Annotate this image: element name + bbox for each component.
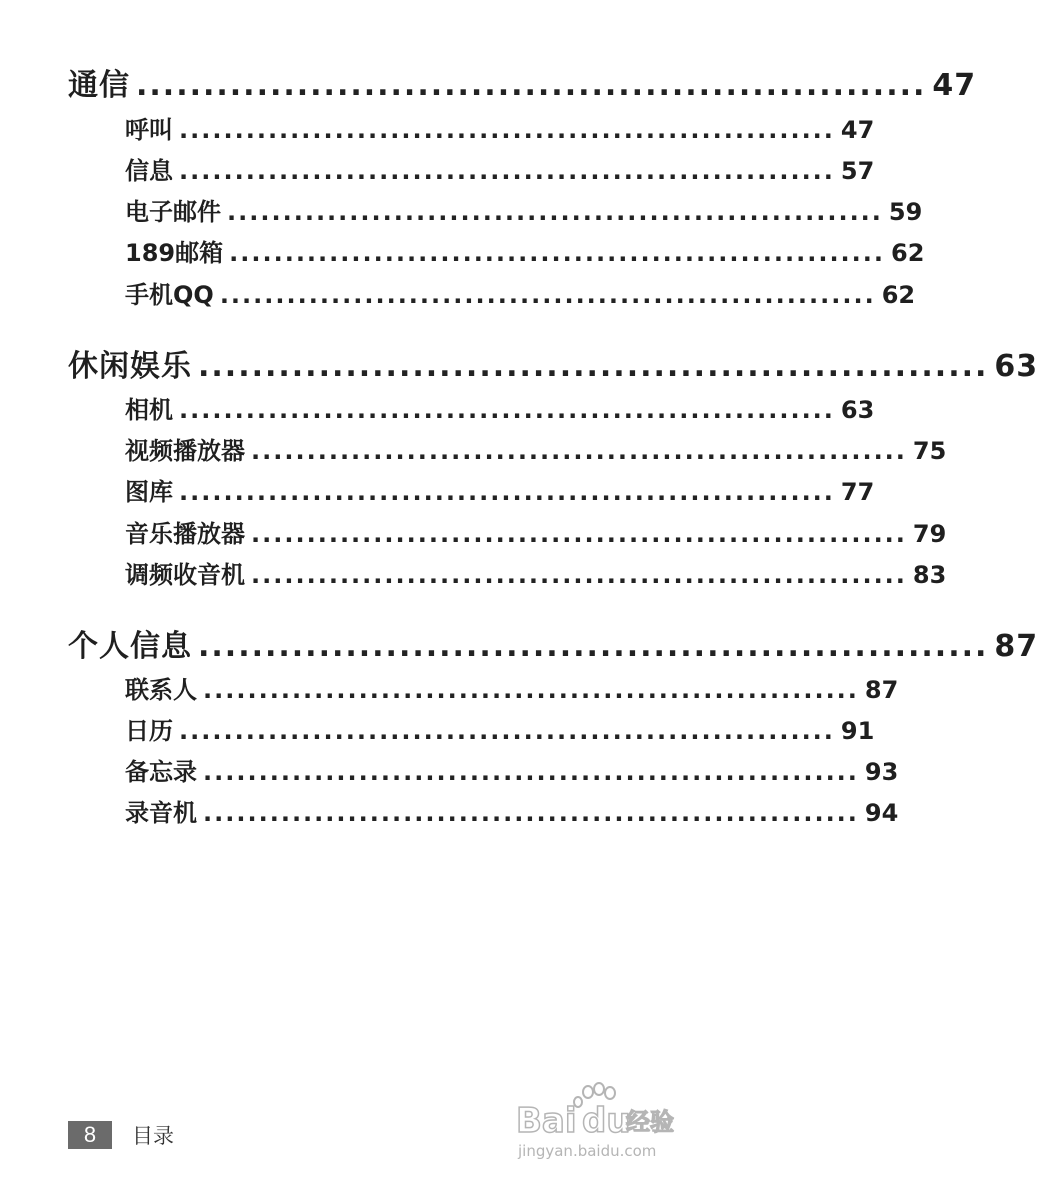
toc-page-number: 62 (881, 281, 916, 309)
dot-leader: ........................................................... (203, 758, 859, 786)
toc-item-row[interactable] (125, 472, 875, 507)
toc-item-row[interactable] (125, 390, 875, 425)
toc-item-title: 调频收音机 (125, 561, 245, 589)
toc-item-row[interactable] (125, 151, 875, 186)
toc-item-title: 相机 (125, 396, 173, 424)
toc-item-row[interactable] (125, 110, 875, 145)
toc-item-row[interactable] (125, 233, 925, 268)
toc-item-title: 手机QQ (125, 281, 214, 309)
toc-section-title: 通信 (68, 68, 130, 103)
dot-leader: ........................................................... (219, 281, 876, 309)
toc-page-number: 94 (864, 799, 899, 827)
toc-section-row[interactable] (68, 621, 1038, 665)
toc-page-number: 59 (888, 198, 923, 226)
toc-section-title: 休闲娱乐 (68, 349, 192, 384)
toc-page-number: 47 (840, 116, 875, 144)
toc-page-number: 83 (912, 561, 947, 589)
dot-leader: ........................................................... (179, 396, 835, 424)
dot-leader: ........................................................... (251, 520, 907, 548)
toc-page-number: 87 (994, 629, 1038, 664)
toc-page-number: 47 (932, 68, 977, 103)
toc-page-number: 63 (994, 349, 1038, 384)
toc-page-number: 79 (912, 520, 947, 548)
toc-item-title: 联系人 (125, 676, 197, 704)
watermark-brand-left: Bai (516, 1101, 577, 1141)
watermark-brand-right: du (582, 1101, 631, 1141)
toc-item-row[interactable] (125, 711, 875, 746)
toc-page-number: 75 (912, 437, 947, 465)
dot-leader: ........................................................... (251, 437, 907, 465)
toc-item-row[interactable] (125, 670, 899, 705)
toc-item-row[interactable] (125, 431, 947, 466)
watermark-suffix: 经验 (626, 1108, 674, 1136)
dot-leader: ........................................................... (179, 717, 835, 745)
toc-section-row[interactable] (68, 341, 1038, 385)
footer-page-number: 8 (68, 1121, 112, 1149)
dot-leader: ........................................................... (251, 561, 907, 589)
toc-page-number: 77 (840, 478, 875, 506)
toc-page-number: 93 (864, 758, 899, 786)
toc-item-row[interactable] (125, 752, 899, 787)
dot-leader: ........................................................... (203, 676, 859, 704)
toc-item-row[interactable] (125, 793, 899, 828)
dot-leader: ........................................................... (203, 799, 859, 827)
toc-item-title: 备忘录 (125, 758, 197, 786)
dot-leader: ........................................................... (227, 198, 883, 226)
toc-item-title: 视频播放器 (125, 437, 245, 465)
dot-leader: ........................................................... (179, 157, 835, 185)
toc-item-title: 录音机 (125, 799, 197, 827)
dot-leader: ........................................................... (198, 349, 989, 384)
toc-item-title: 电子邮件 (125, 198, 221, 226)
toc-page-number: 57 (840, 157, 875, 185)
toc-page-number: 63 (840, 396, 875, 424)
toc-item-title: 日历 (125, 717, 173, 745)
dot-leader: ........................................................... (179, 116, 835, 144)
toc-item-title: 呼叫 (125, 116, 173, 144)
toc-page-number: 87 (864, 676, 899, 704)
toc-section-row[interactable] (68, 60, 977, 104)
toc-item-title: 信息 (125, 157, 173, 185)
toc-item-row[interactable] (125, 275, 916, 310)
toc-page-number: 91 (840, 717, 875, 745)
watermark-url: jingyan.baidu.com (518, 1142, 657, 1160)
toc-item-title: 图库 (125, 478, 173, 506)
dot-leader: ........................................................... (229, 239, 886, 267)
dot-leader: ........................................................... (198, 629, 989, 664)
toc-item-title: 189邮箱 (125, 239, 224, 267)
toc-item-title: 音乐播放器 (125, 520, 245, 548)
baidu-jingyan-watermark (514, 1082, 684, 1162)
toc-item-row[interactable] (125, 514, 947, 549)
toc-page-number: 62 (891, 239, 925, 267)
dot-leader: ........................................................... (179, 478, 835, 506)
page-footer (68, 1121, 174, 1149)
toc-section-title: 个人信息 (68, 629, 192, 664)
dot-leader: ........................................................... (136, 68, 927, 103)
toc-item-row[interactable] (125, 192, 923, 227)
toc-item-row[interactable] (125, 555, 947, 590)
footer-section-label: 目录 (132, 1124, 174, 1148)
